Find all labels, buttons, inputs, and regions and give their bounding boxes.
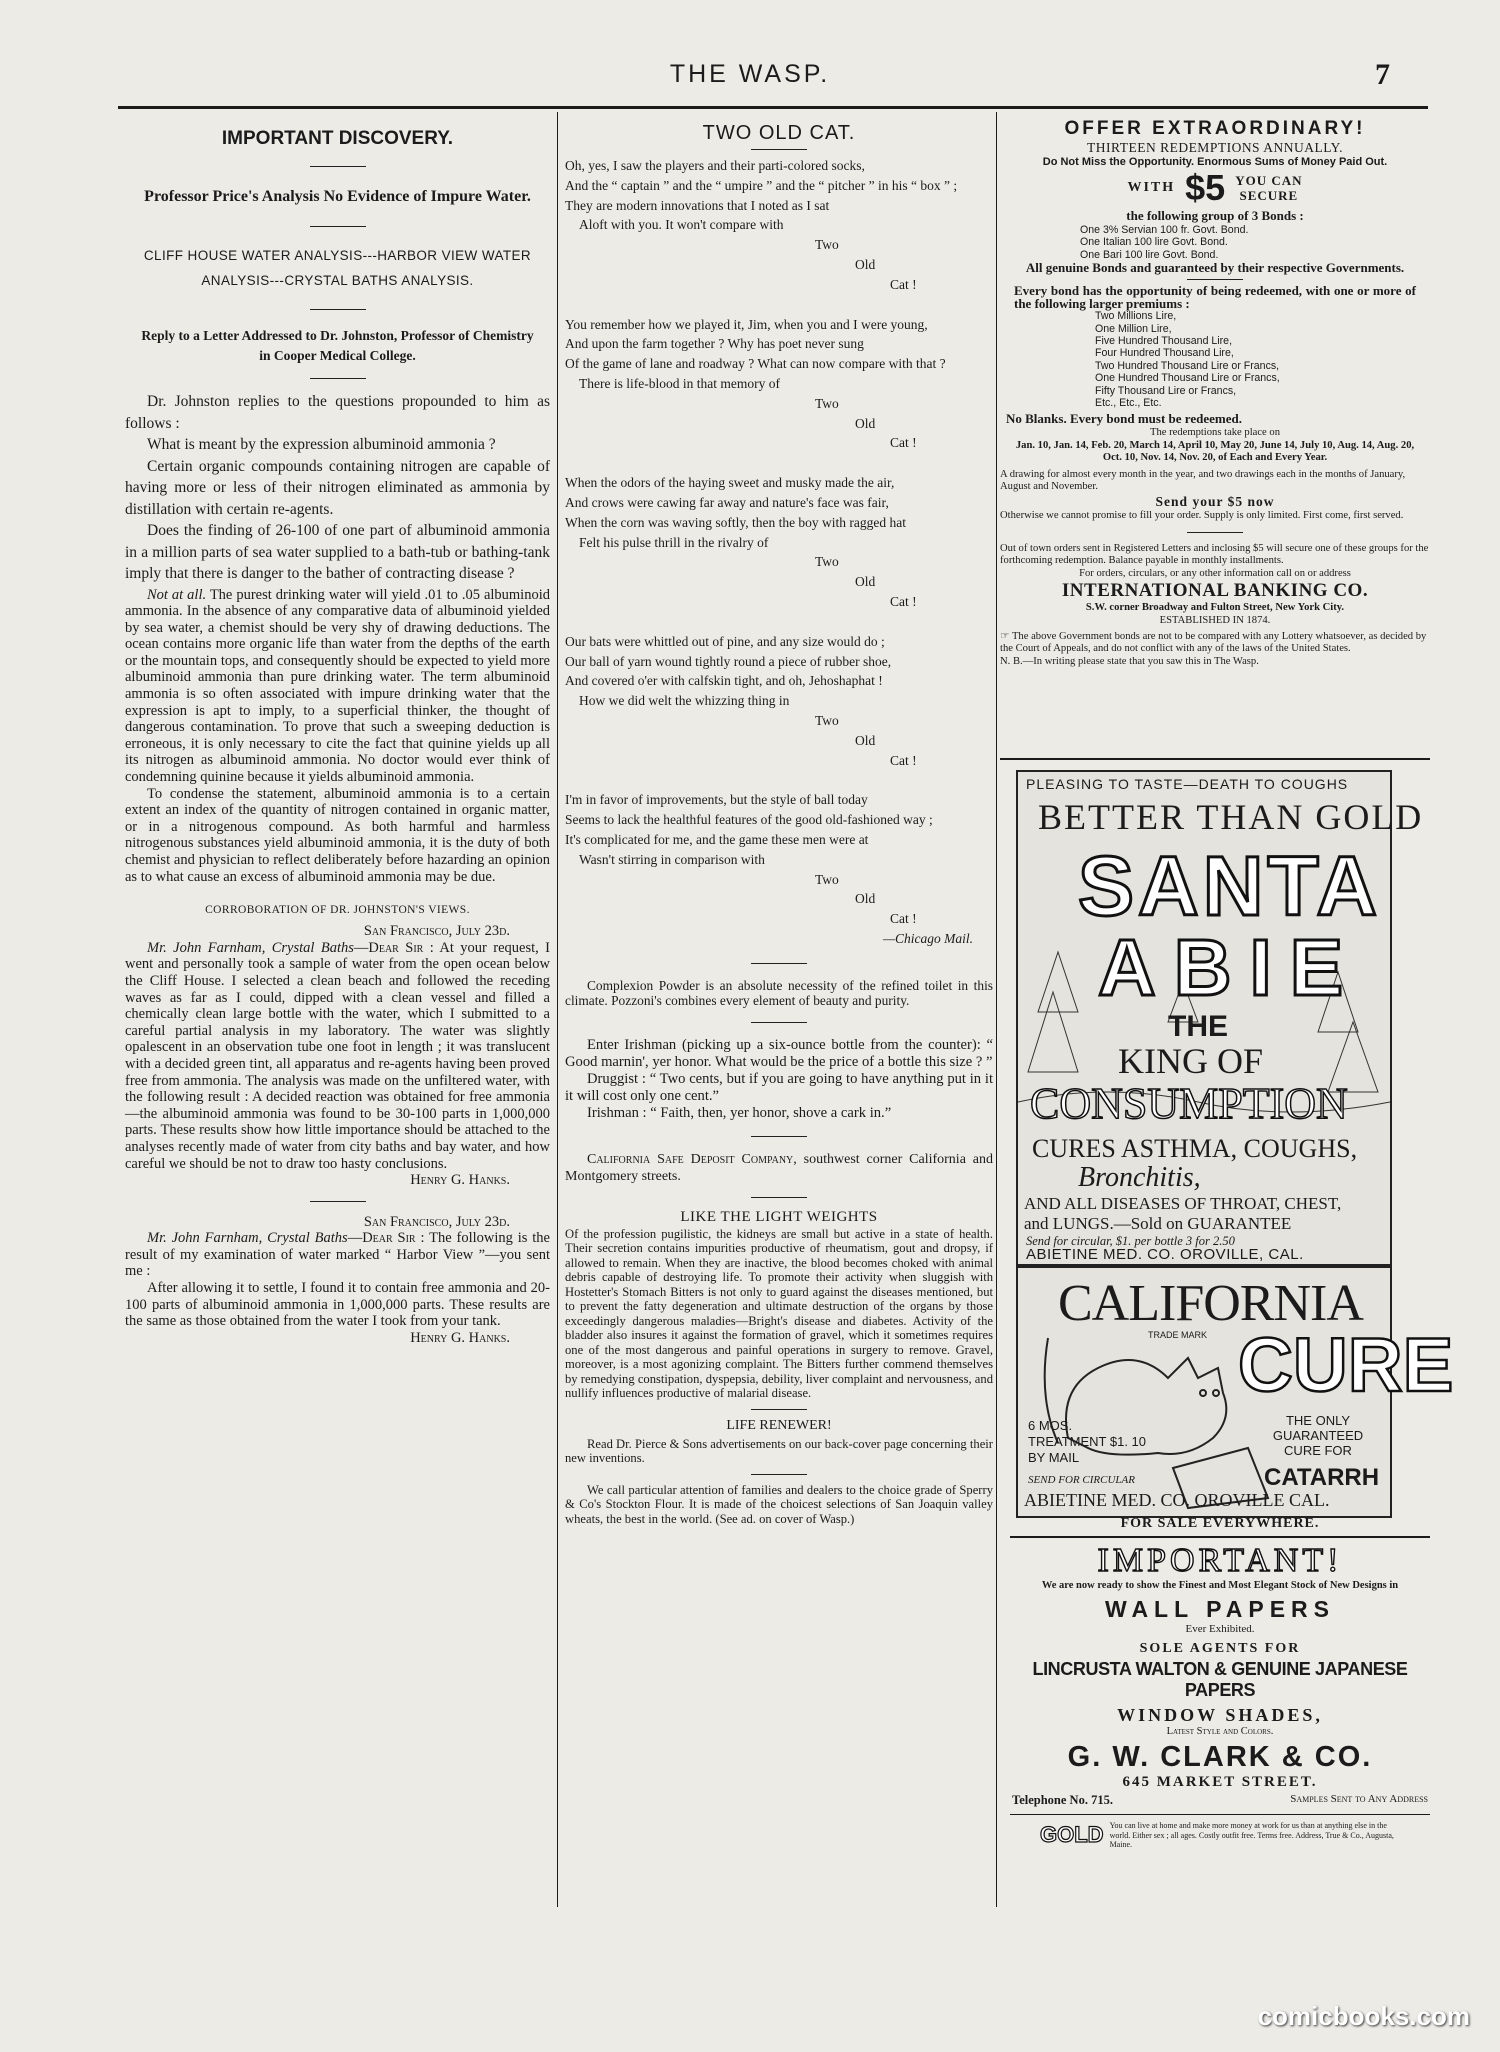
every-bond-line: Every bond has the opportunity of being redeemed, with one or more of the following larger premiums : (1014, 283, 1416, 312)
column-divider-1 (557, 112, 558, 1907)
premium-item: One Hundred Thousand Lire or Francs, (1095, 372, 1280, 385)
poem-refrain: Old (855, 732, 876, 748)
otherwise-line: Otherwise we cannot promise to fill your order. Supply is only limited. First come, first served. (1000, 509, 1404, 521)
window-shades: WINDOW SHADES, (1117, 1705, 1323, 1725)
california-treatment: 6 MOS. TREATMENT $1. 10 BY MAIL (1028, 1418, 1146, 1465)
bond-item: One Italian 100 lire Govt. Bond. (1080, 236, 1228, 249)
poem-refrain: Cat ! (890, 435, 917, 451)
send-now: Send your $5 now (1155, 493, 1275, 509)
drawing-line: A drawing for almost every month in the year, and two drawings each in the months of January, August and November. (1000, 468, 1406, 493)
poem-line: They are modern innovations that I noted as I sat (565, 197, 830, 213)
poem-line: There is life-blood in that memory of (579, 375, 780, 391)
column-1 (125, 118, 550, 1346)
wall-papers: WALL PAPERS (1105, 1596, 1335, 1622)
wallpaper-ad (1010, 1514, 1430, 1850)
poem-refrain: Cat ! (890, 911, 917, 927)
redemption-intro: The redemptions take place on (1149, 427, 1281, 439)
stanza-gap (565, 295, 993, 315)
premium-item: Two Millions Lire, (1095, 310, 1177, 323)
price: $5 (1185, 167, 1226, 208)
watermark: comicbooks.com (1257, 2001, 1470, 2031)
santa-diseases: AND ALL DISEASES OF THROAT, CHEST, (1024, 1194, 1342, 1213)
premium-item: One Million Lire, (1095, 322, 1172, 335)
poem-line: And the “ captain ” and the “ umpire ” and the “ pitcher ” in his “ box ” ; (565, 177, 958, 193)
safe-deposit-ad: California Safe Deposit Company, southwest corner California and Montgomery streets. (565, 1151, 993, 1184)
premium-item: Four Hundred Thousand Lire, (1095, 347, 1234, 360)
santa-maker: ABIETINE MED. CO. OROVILLE, CAL. (1026, 1246, 1304, 1263)
poem-title: TWO OLD CAT. (702, 122, 856, 144)
poem-refrain: Two (815, 237, 839, 253)
poem-refrain: Old (855, 415, 876, 431)
gold-ad (1010, 1821, 1430, 1850)
analysis-heading: CLIFF HOUSE WATER ANALYSIS---HARBOR VIEW WATER ANALYSIS---CRYSTAL BATHS ANALYSIS. (143, 248, 532, 288)
poem-line: Seems to lack the healthful features of the good old-fashioned way ; (565, 812, 933, 828)
poem-source: —Chicago Mail. (883, 930, 973, 946)
poem-line: And upon the farm together ? Why has poet never sung (565, 336, 864, 352)
poem-line: Of the game of lane and roadway ? What can now compare with that ? (565, 356, 946, 372)
bond-item: One Bari 100 lire Govt. Bond. (1080, 248, 1219, 261)
established: ESTABLISHED IN 1874. (1159, 614, 1271, 626)
santa-brand: SANTA (1078, 839, 1382, 933)
paragraph: What is meant by the expression albuminoid ammonia ? (147, 436, 496, 453)
poem-line: Oh, yes, I saw the players and their parti-colored socks, (565, 158, 865, 173)
poem-refrain: Cat ! (890, 276, 917, 292)
article-title: IMPORTANT DISCOVERY. (221, 128, 454, 149)
latest-style: Latest Style and Colors. (1166, 1726, 1274, 1737)
poem-line: You remember how we played it, Jim, when you and I were young, (565, 316, 928, 332)
santa-lungs: and LUNGS.—Sold on GUARANTEE (1024, 1214, 1292, 1233)
california-catarrh: CATARRH (1264, 1464, 1380, 1491)
paragraph: Does the finding of 26-100 of one part of albuminoid ammonia in a million parts of sea water supplied to a bath-tub or bathing-tank imply that there is danger to the bather of contracting disease ? (125, 522, 550, 582)
renewer-ad: Read Dr. Pierce & Sons advertisements on our back-cover page concerning their new inventions. (565, 1436, 993, 1466)
complexion-ad: Complexion Powder is an absolute necessity of the refined toilet in this climate. Pozzoni's combines every element of beauty and purity. (565, 977, 993, 1008)
poem-line: It's complicated for me, and the game these men were at (565, 831, 869, 847)
gold-text: You can live at home and make more money at work for us than at anything else in the world. Either sex ; all ages. Costly outfit free. Terms free. Address, True & Co., Augusta, Maine. (1109, 1821, 1394, 1849)
telephone-row (1010, 1793, 1430, 1808)
divider (310, 226, 366, 227)
column-2 (565, 118, 993, 1526)
premium-item: Fifty Thousand Lire or Francs, (1095, 384, 1237, 397)
price-row: WITH $5 YOU CAN SECURE (1127, 167, 1303, 208)
company-address: S.W. corner Broadway and Fulton Street, New York City. (1085, 602, 1345, 614)
california-brand: CALIFORNIA (1058, 1275, 1363, 1332)
poem-refrain: Old (855, 891, 876, 907)
divider (751, 963, 807, 964)
bond-group: the following group of 3 Bonds : (1126, 208, 1304, 223)
sole-agents: SOLE AGENTS FOR (1139, 1641, 1301, 1656)
santa-better: BETTER THAN GOLD (1038, 797, 1424, 837)
for-orders: For orders, circulars, or any other information call on or address (1079, 567, 1351, 579)
for-sale: FOR SALE EVERYWHERE. (1120, 1516, 1320, 1531)
clark-name: G. W. CLARK & CO. (1067, 1741, 1373, 1773)
lincrusta: LINCRUSTA WALTON & GENUINE JAPANESE PAPERS (1032, 1659, 1408, 1700)
divider (310, 378, 366, 379)
divider (1187, 532, 1243, 533)
header-rule (118, 106, 1428, 109)
offer-subtitle: THIRTEEN REDEMPTIONS ANNUALLY. (1087, 140, 1343, 155)
corroboration-heading: CORROBORATION OF DR. JOHNSTON'S VIEWS. (205, 904, 470, 917)
poem-line: Our bats were whittled out of pine, and any size would do ; (565, 633, 885, 649)
divider (1010, 1536, 1430, 1538)
poem (565, 156, 993, 949)
telephone: Telephone No. 715. (1012, 1793, 1113, 1807)
divider (751, 1474, 807, 1475)
lottery-note: ☞ The above Government bonds are not to be compared with any Lottery whatsoever, as decided by the Court of Appeals, and do not conflict with any of the laws of the United States. (1000, 630, 1427, 655)
poem-refrain: Two (815, 395, 839, 411)
poem-line: When the corn was waving softly, then the boy with ragged hat (565, 514, 907, 530)
divider (751, 1409, 807, 1410)
bond-item: One 3% Servian 100 fr. Govt. Bond. (1080, 224, 1249, 236)
poem-line: Aloft with you. It won't compare with (579, 217, 784, 233)
letter-body: Mr. John Farnham, Crystal Baths—Dear Sir : At your request, I went and personally took a sample of water from the open ocean below the Cliff House. I selected a clean beach and followed the receding waves as far as I could, dipped with a clean vessel and filled a chemically clean large bottle with the water, which I submitted to a careful partial analysis in my laboratory. The water was slightly opalescent in an observation tube one foot in length ; it was translucent with a decided green tint, all apparatus and re-agents having been proved free from ammonia. The analysis was made on the unfiltered water, with the following result : A decided reaction was obtained for free ammonia—the albuminoid ammonia was found to be 30-100 parts in 1,000,000 parts. These results show how little importance should be attached to the analyses recently made of water from city baths and bay water, and how careful we should be not to draw too hasty conclusions. (125, 939, 550, 1172)
now-ready: We are now ready to show the Finest and Most Elegant Stock of New Designs in (1041, 1580, 1399, 1591)
column-3 (1000, 118, 1430, 668)
poem-refrain: Old (855, 256, 876, 272)
stanza-gap (565, 453, 993, 473)
santa-send: Send for circular, $1. per bottle 3 for 2.50 (1026, 1234, 1235, 1248)
samples: Samples Sent to Any Address (1290, 1793, 1428, 1805)
joke-line: Druggist : “ Two cents, but if you are going to have anything put in it it will cost only one cent.” (565, 1070, 993, 1104)
santa-consumption: CONSUMPTION (1030, 1079, 1348, 1128)
premium-item: Two Hundred Thousand Lire or Francs, (1095, 359, 1280, 372)
divider (751, 1022, 807, 1023)
letter-date: San Francisco, July 23d. (363, 1213, 510, 1230)
premium-item: Five Hundred Thousand Lire, (1095, 335, 1233, 348)
california-maker: ABIETINE MED. CO. OROVILLE CAL. (1024, 1490, 1330, 1510)
santa-brand-2: ABIE (1098, 923, 1362, 1012)
california-cure-ad (1016, 1266, 1454, 1518)
divider (310, 166, 366, 167)
california-cure: CURE (1238, 1323, 1454, 1408)
nb-note: N. B.—In writing please state that you saw this in The Wasp. (1000, 655, 1259, 667)
important-headline: IMPORTANT! (1097, 1542, 1343, 1579)
santa-bronchitis: Bronchitis, (1078, 1162, 1201, 1193)
divider (751, 1197, 807, 1198)
section-title: LIKE THE LIGHT WEIGHTS (680, 1208, 878, 1225)
ever-exhibited: Ever Exhibited. (1185, 1623, 1255, 1635)
divider (1187, 279, 1243, 280)
gold-word: GOLD (1040, 1822, 1104, 1848)
article-subtitle: Professor Price's Analysis No Evidence of Impure Water. (144, 188, 531, 205)
poem-line: And crows were cawing far away and nature's face was fair, (565, 494, 889, 510)
offer-title: OFFER EXTRAORDINARY! (1064, 118, 1366, 139)
poem-line: Felt his pulse thrill in the rivalry of (579, 534, 769, 550)
offer-line: Do Not Miss the Opportunity. Enormous Sums of Money Paid Out. (1042, 156, 1388, 168)
poem-refrain: Two (815, 712, 839, 728)
poem-line: Our ball of yarn wound tightly round a piece of rubber shoe, (565, 653, 892, 669)
page-number: 7 (1375, 58, 1390, 91)
company-name: INTERNATIONAL BANKING CO. (1061, 580, 1369, 602)
stanza-gap (565, 770, 993, 790)
premium-item: Etc., Etc., Etc. (1095, 397, 1162, 410)
letter-body: Mr. John Farnham, Crystal Baths—Dear Sir : The following is the result of my examination of water marked “ Harbor View ”—you sent me : (125, 1230, 550, 1280)
genuine-line: All genuine Bonds and guaranteed by their respective Governments. (1025, 260, 1405, 276)
out-of-town: Out of town orders sent in Registered Letters and inclosing $5 will secure one of these groups for the forthcoming redemption. Balance payable in monthly installments. (1000, 542, 1429, 567)
paragraph: Certain organic compounds containing nitrogen are capable of having more or less of their nitrogen eliminated as ammonia by distillation with certain re-agents. (125, 457, 550, 518)
signature: Henry G. Hanks. (410, 1172, 510, 1189)
divider (310, 309, 366, 310)
california-send: SEND FOR CIRCULAR (1028, 1474, 1135, 1486)
poem-line: How we did welt the whizzing thing in (579, 693, 790, 709)
poem-refrain: Old (855, 574, 876, 590)
redemption-dates: Jan. 10, Jan. 14, Feb. 20, March 14, April 10, May 20, June 14, July 10, Aug. 14, Aug. 20, Oct. 10, Nov. 14, Nov. 20, of Each and Every Year. (1015, 439, 1415, 464)
poem-refrain: Two (815, 554, 839, 570)
section-title: LIFE RENEWER! (726, 1417, 832, 1433)
column-divider-2 (996, 112, 997, 1907)
santa-abie-ad (1016, 770, 1424, 1266)
santa-cures: CURES ASTHMA, COUGHS, (1032, 1134, 1358, 1163)
poem-line: Wasn't stirring in comparison with (579, 851, 765, 867)
flour-ad: We call particular attention of families and dealers to the choice grade of Sperry & Co's Stockton Flour. It is made of the choicest selections of San Joaquin valley wheats, the best in the world. (See ad. on cover of Wasp.) (565, 1482, 993, 1526)
signature: Henry G. Hanks. (410, 1329, 510, 1346)
santa-king: KING OF (1118, 1041, 1264, 1081)
paragraph: Dr. Johnston replies to the questions propounded to him as follows : (125, 393, 550, 432)
divider (751, 149, 807, 150)
california-only: THE ONLY GUARANTEED CURE FOR (1272, 1413, 1364, 1458)
letter-body: After allowing it to settle, I found it to contain free ammonia and 20-100 parts of albuminoid ammonia in 1,000,000 parts. These results are the same as those obtained from the water I took from your tank. Henry G. Hanks. (125, 1280, 550, 1346)
joke-line: Irishman : “ Faith, then, yer honor, shove a cark in.” (587, 1104, 892, 1121)
divider (1010, 1814, 1430, 1815)
divider (751, 1136, 807, 1137)
reply-heading: Reply to a Letter Addressed to Dr. Johnston, Professor of Chemistry in Cooper Medical College. (141, 328, 534, 363)
masthead-title: THE WASP. (669, 60, 831, 88)
poem-line: I'm in favor of improvements, but the style of ball today (565, 792, 868, 808)
poem-line: And covered o'er with calfskin tight, and oh, Jehoshaphat ! (565, 673, 883, 689)
joke-line: Enter Irishman (picking up a six-ounce bottle from the counter): “ Good marnin', yer honor. What would be the price of a bottle this size ? ” (565, 1036, 993, 1070)
ad-separator (1000, 758, 1430, 760)
california-trademark: TRADE MARK (1148, 1330, 1208, 1340)
bitters-ad: Of the profession pugilistic, the kidneys are small but active in a state of health. Their secretion contains impurities productive of rheumatism, gout and dropsy, if allowed to remain. When they are inactive, the blood becomes choked with animal debris capable of destroying life. To promote their activity when sluggish with Hostetter's Stomach Bitters is not only to guard against the diseases mentioned, but to prevent the fatty degeneration and ultimate destruction of the organs by those exceedingly dangerous maladies—Bright's disease and diabetes. Activity of the bladder also insures it against the formation of gravel, which it sometimes requires one of the most dangerous and painful operations in surgery to remove. Gravel, moreover, is a most agonizing complaint. The Bitters further commend themselves by remedying constipation, dyspepsia, debility, liver complaint and nervousness, and nullify influences productive of malarial disease. (565, 1226, 993, 1401)
letter-date: San Francisco, July 23d. (363, 923, 510, 940)
stanza-gap (565, 612, 993, 632)
poem-refrain: Two (815, 871, 839, 887)
clark-street: 645 MARKET STREET. (1122, 1774, 1318, 1790)
poem-refrain: Cat ! (890, 593, 917, 609)
poem-line: When the odors of the haying sweet and musky made the air, (565, 475, 895, 491)
santa-tagline: PLEASING TO TASTE—DEATH TO COUGHS (1026, 776, 1349, 792)
santa-the: THE (1168, 1010, 1228, 1043)
emphasis: Not at all. (147, 586, 207, 603)
no-blanks: No Blanks. Every bond must be redeemed. (1006, 411, 1242, 427)
paragraph: To condense the statement, albuminoid ammonia is to a certain extent an index of the quantity of nitrogen contained in organic matter, or in a nitrogenous compound. As both harmful and harmless nitrogenous substances yield albuminoid ammonia, it is the duty of both chemist and physician to reflect deliberately before hazarding an opinion as to what cause an excess of albuminoid ammonia may be due. (125, 785, 550, 885)
paragraph: Not at all. The purest drinking water will yield .01 to .05 albuminoid ammonia. In the absence of any comparative data of albuminoid yielded by sea water, a chemist should be very shy of drawing deductions. The ocean contains more organic life than water from the depths of the earth or the mountain tops, and consequently should be expected to yield more albuminoid ammonia than pure drinking water. The term albuminoid ammonia is so often associated with impure drinking water that the expression is apt to imply, to a superficial thinker, the thought of dangerous contamination. To prove that such a sweeping deduction is erroneous, it is only necessary to cite the fact that quinine yields up all its nitrogen as albuminoid ammonia. No doctor would ever think of condemning quinine because it yields albuminoid ammonia. (125, 586, 550, 786)
poem-refrain: Cat ! (890, 752, 917, 768)
divider (310, 1201, 366, 1202)
